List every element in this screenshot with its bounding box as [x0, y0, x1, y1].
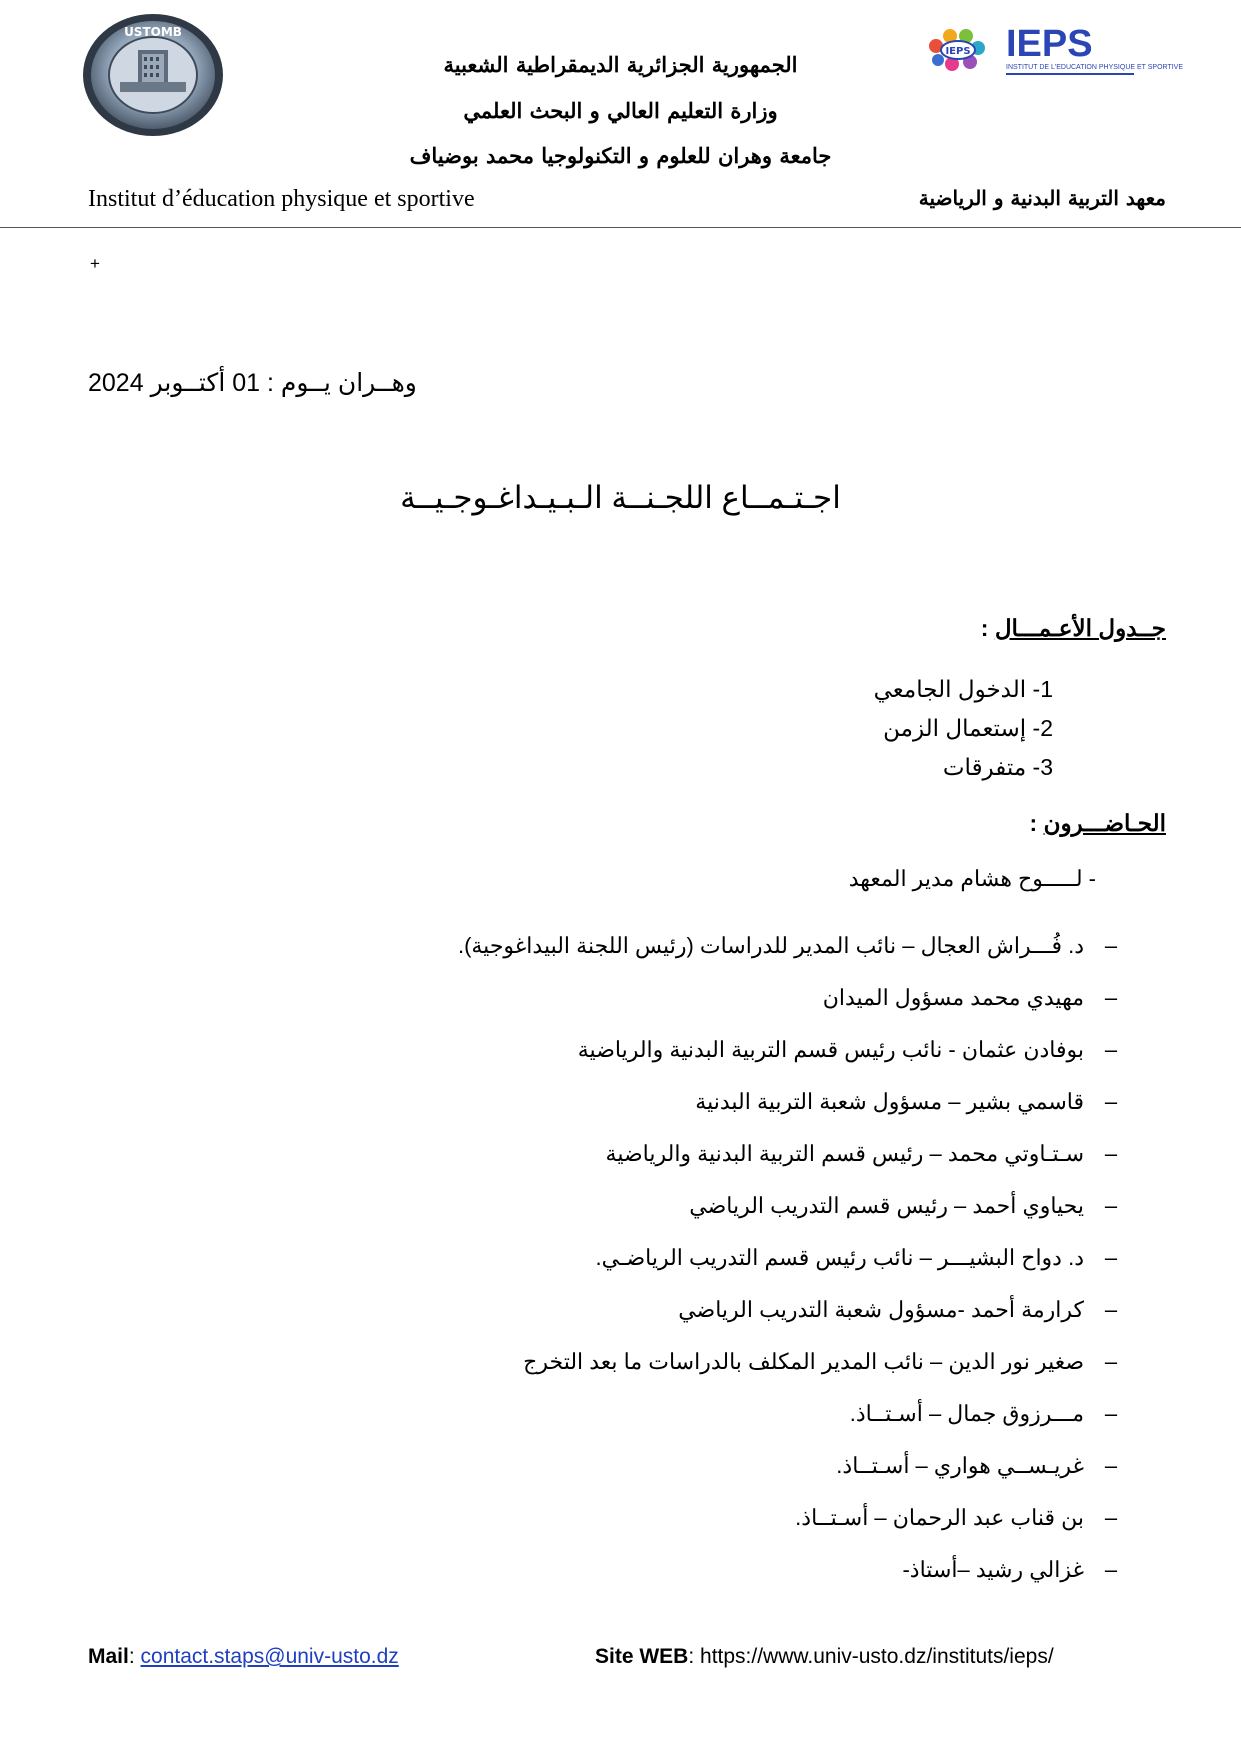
attendee-text: قاسمي بشير – مسؤول شعبة التربية البدنية	[695, 1089, 1084, 1114]
agenda-item: 3- متفرقات	[942, 754, 1053, 780]
attendee-text: د. دواح البشيـــر – نائب رئيس قسم التدريب الرياضـي.	[595, 1245, 1084, 1270]
attendee-item	[458, 1492, 1126, 1544]
institute-name-ar: معهد التربية البدنية و الرياضية	[918, 186, 1166, 210]
attendee-text: غريـســي هواري – أسـتــاذ.	[836, 1453, 1084, 1478]
footer-mail: Mail: contact.staps@univ-usto.dz	[88, 1645, 399, 1668]
agenda-list	[874, 670, 1053, 787]
logo-subtitle: INSTITUT DE L'EDUCATION PHYSIQUE ET SPORTIVE	[1006, 64, 1184, 71]
attendance-heading	[1030, 810, 1167, 837]
attendee-item	[458, 1544, 1126, 1596]
institute-name-fr: Institut d’éducation physique et sportive	[88, 186, 475, 212]
site-url: https://www.univ-usto.dz/instituts/ieps/	[700, 1645, 1054, 1668]
attendee-text: كرارمة أحمد -مسؤول شعبة التدريب الرياضي	[678, 1297, 1084, 1322]
agenda-heading-text: جــدول الأعـمـــال	[994, 615, 1166, 641]
attendee-text: سـتـاوتي محمد – رئيس قسم التربية البدنية والرياضية	[605, 1141, 1084, 1166]
attendance-heading-colon: :	[1029, 810, 1044, 836]
attendee-item	[458, 1336, 1126, 1388]
bullet-dash: –	[1104, 1193, 1118, 1218]
attendee-text: مهيدي محمد مسؤول الميدان	[822, 985, 1084, 1010]
mail-label: Mail	[88, 1645, 129, 1668]
header-republic: الجمهورية الجزائرية الديمقراطية الشعبية	[443, 52, 798, 77]
attendee-item	[458, 1232, 1126, 1284]
bullet-dash: –	[1104, 1505, 1118, 1530]
mail-link[interactable]: contact.staps@univ-usto.dz	[140, 1645, 399, 1668]
attendee-text: صغير نور الدين – نائب المدير المكلف بالدراسات ما بعد التخرج	[523, 1349, 1084, 1374]
bullet-dash: –	[1104, 933, 1118, 958]
attendee-text: بن قناب عبد الرحمان – أسـتــاذ.	[795, 1505, 1084, 1530]
bullet-dash: –	[1104, 1557, 1118, 1582]
attendee-text: مـــرزوق جمال – أسـتــاذ.	[849, 1401, 1084, 1426]
footer-site: Site WEB: https://www.univ-usto.dz/instituts/ieps/	[595, 1645, 1054, 1668]
svg-text:IEPS: IEPS	[945, 46, 971, 57]
attendee-item	[458, 1284, 1126, 1336]
attendee-text: غزالي رشيد –أستاذ-	[902, 1557, 1084, 1582]
header-ministry: وزارة التعليم العالي و البحث العلمي	[463, 98, 778, 123]
meeting-title: اجـتـمــاع اللجـنــة الـبـيـداغـوجـيــة	[400, 480, 841, 515]
site-label: Site WEB	[595, 1645, 689, 1668]
bullet-dash: –	[1104, 1401, 1118, 1426]
attendee-director: - لـــــوح هشام مدير المعهد	[848, 866, 1096, 891]
date-line: وهــران يــوم : 01 أكتــوبر 2024	[88, 369, 417, 397]
bullet-dash: –	[1104, 1141, 1118, 1166]
header-divider	[0, 227, 1241, 228]
attendee-item	[458, 972, 1126, 1024]
attendee-text: بوفادن عثمان - نائب رئيس قسم التربية البدنية والرياضية	[577, 1037, 1084, 1062]
agenda-heading	[981, 615, 1166, 642]
bullet-dash: –	[1104, 1037, 1118, 1062]
attendee-item	[458, 1440, 1126, 1492]
attendees-list	[458, 920, 1126, 1596]
bullet-dash: –	[1104, 985, 1118, 1010]
bullet-dash: –	[1104, 1245, 1118, 1270]
attendee-item	[458, 920, 1126, 972]
attendee-item	[458, 1388, 1126, 1440]
attendee-text: يحياوي أحمد – رئيس قسم التدريب الرياضي	[689, 1193, 1084, 1218]
bullet-dash: –	[1104, 1349, 1118, 1374]
bullet-dash: –	[1104, 1297, 1118, 1322]
header-university: جامعة وهران للعلوم و التكنولوجيا محمد بوضياف	[409, 143, 832, 168]
attendee-item	[458, 1128, 1126, 1180]
bullet-dash: –	[1104, 1089, 1118, 1114]
bullet-dash: –	[1104, 1453, 1118, 1478]
plus-mark: +	[90, 254, 100, 273]
logo-title: IEPS	[1006, 23, 1093, 65]
attendance-heading-text: الحـاضـــرون	[1043, 810, 1166, 836]
seal-text: USTOMB	[124, 25, 182, 39]
attendee-item	[458, 1180, 1126, 1232]
attendee-text: د. فُـــراش العجال – نائب المدير للدراسات (رئيس اللجنة البيداغوجية).	[457, 933, 1084, 958]
agenda-item: 2- إستعمال الزمن	[883, 715, 1053, 741]
attendee-item	[458, 1024, 1126, 1076]
agenda-heading-colon: :	[980, 615, 995, 641]
attendee-item	[458, 1076, 1126, 1128]
agenda-item: 1- الدخول الجامعي	[873, 676, 1053, 702]
